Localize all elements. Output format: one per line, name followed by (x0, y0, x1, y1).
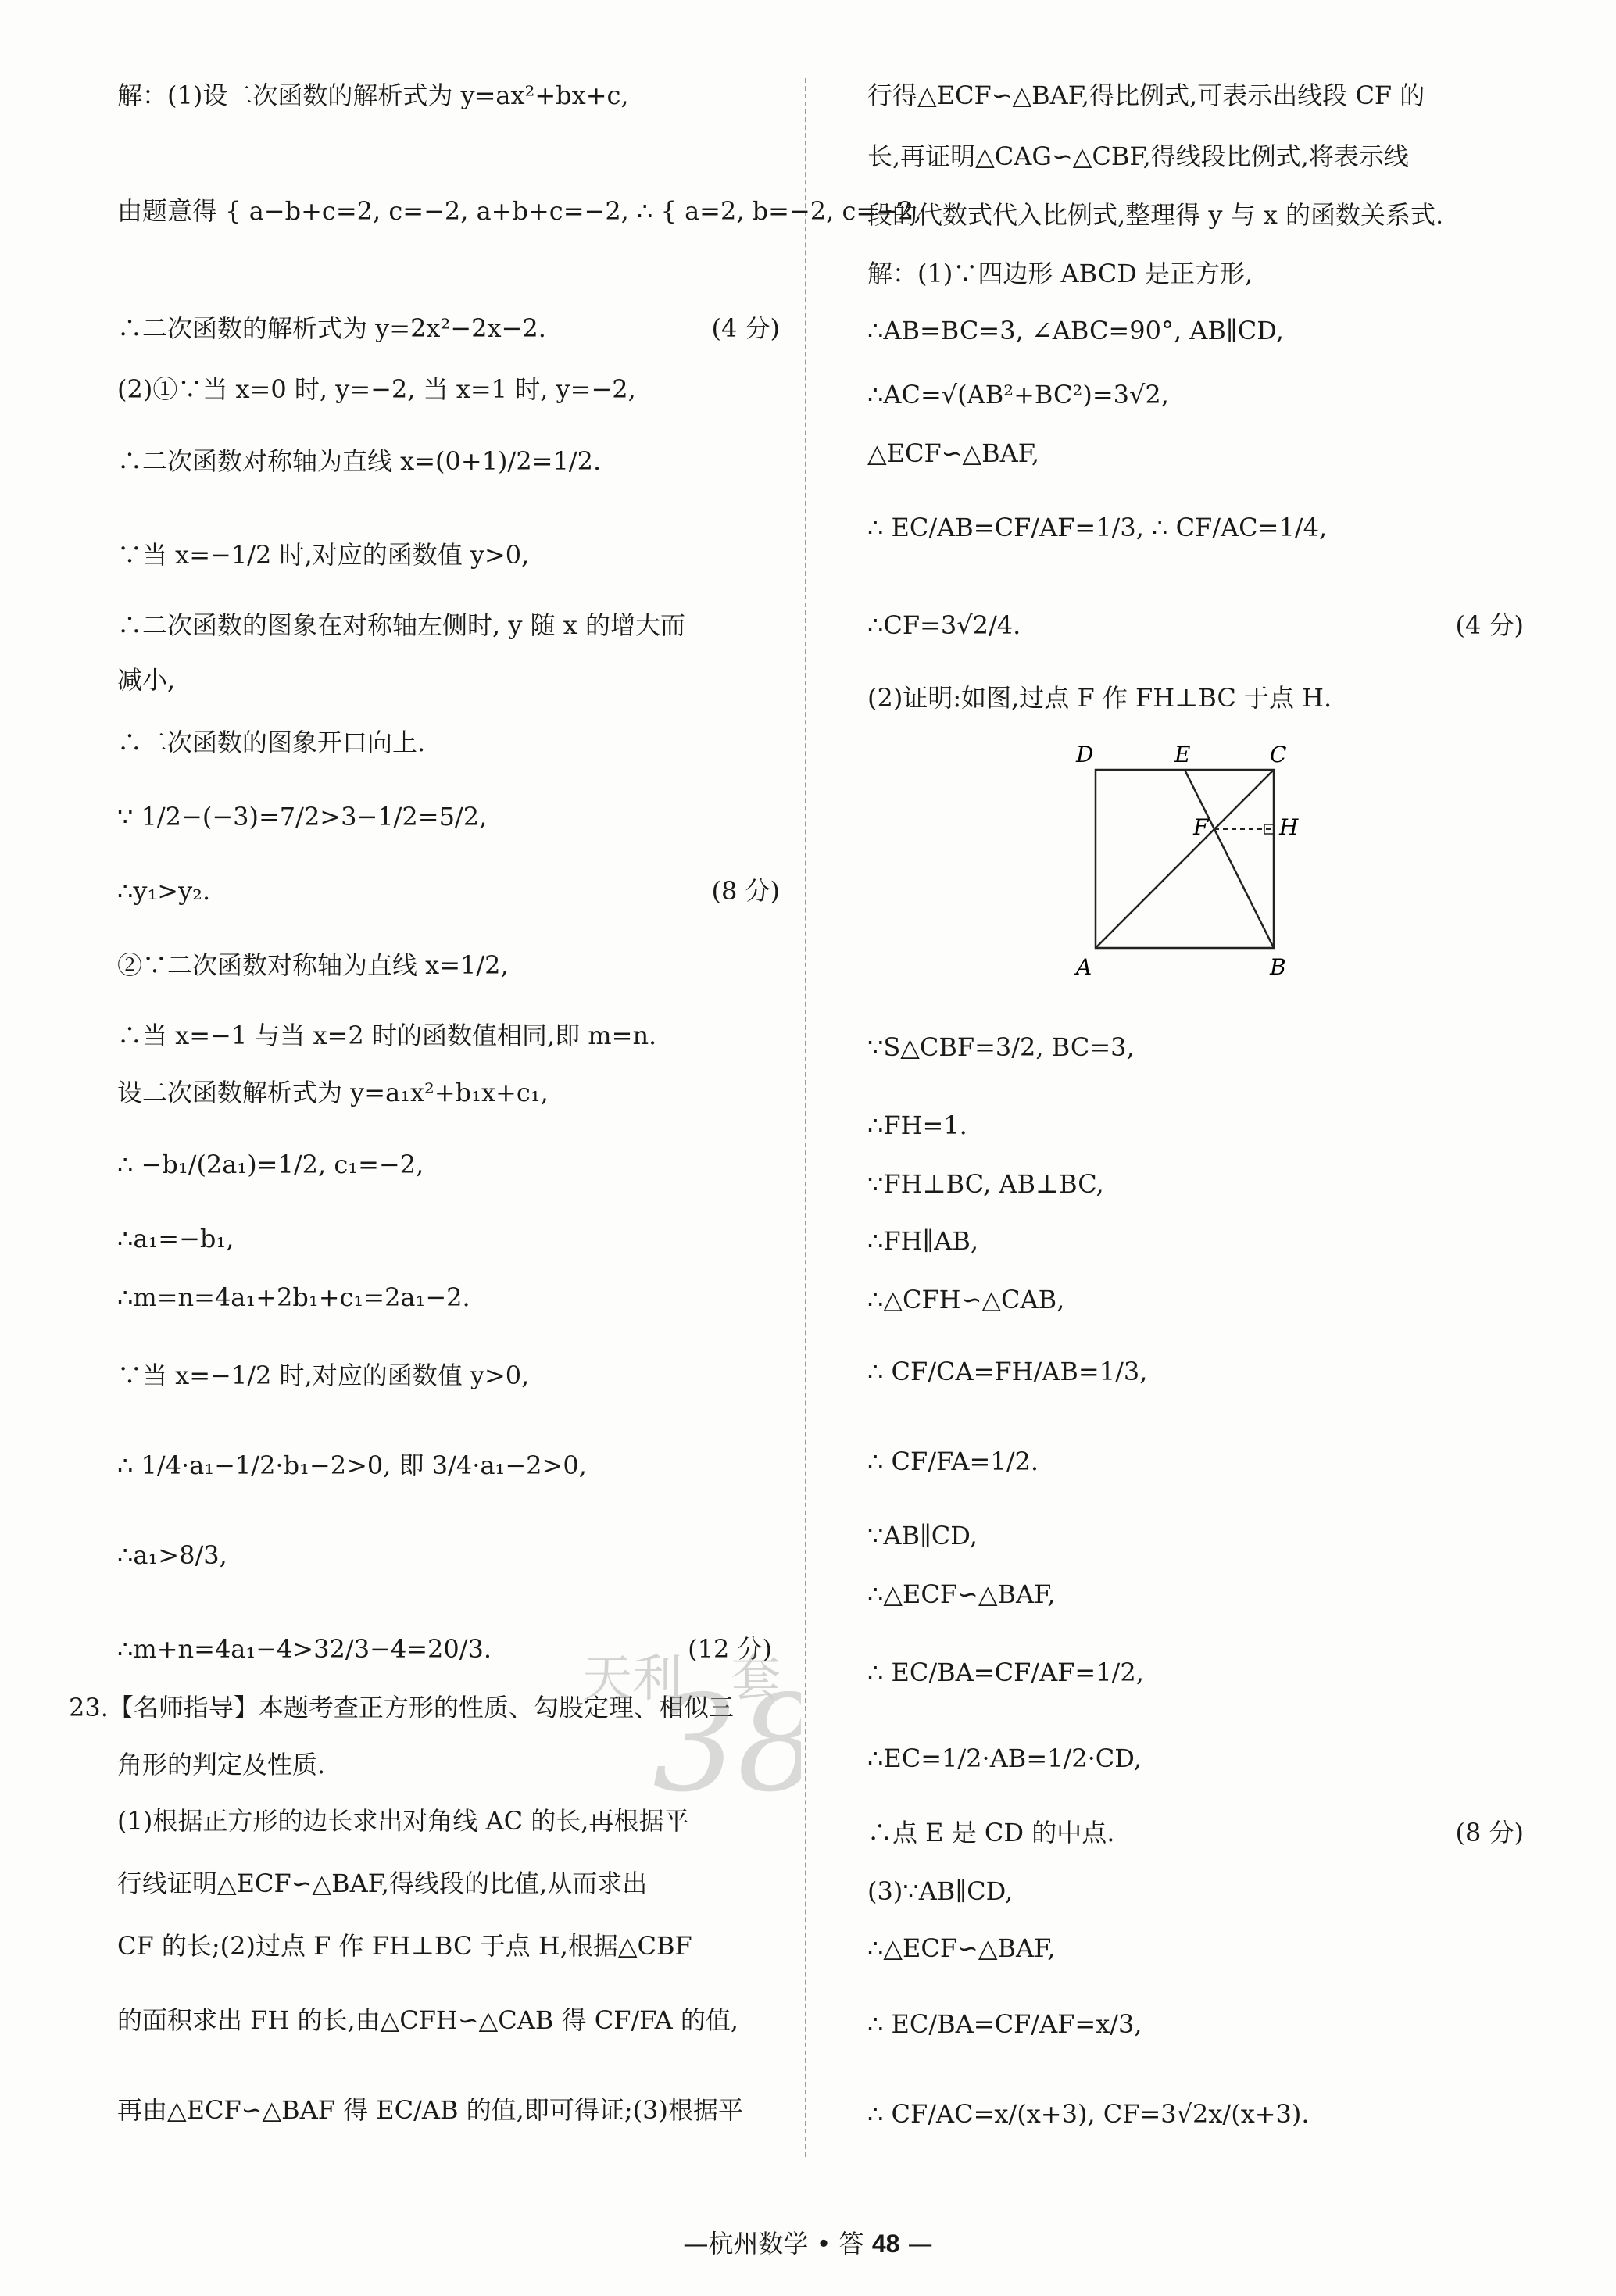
text-line: ∴二次函数的图象开口向上. (117, 728, 426, 757)
text-line: ∴ −b₁/(2a₁)=1/2, c₁=−2, (117, 1150, 424, 1179)
text-line: 长,再证明△CAG∽△CBF,得线段比例式,将表示线 (867, 141, 1409, 171)
label-b: B (1270, 954, 1286, 980)
watermark-logo (574, 1633, 801, 1836)
text-line: ∵当 x=−1/2 时,对应的函数值 y>0, (117, 1361, 530, 1390)
segment-eb (1185, 770, 1274, 948)
score-label: (4 分) (711, 313, 780, 343)
page-footer (0, 2224, 1616, 2260)
text-line: ∴△ECF∽△BAF, (867, 1579, 1056, 1609)
text-line: ∵S△CBF=3/2, BC=3, (867, 1032, 1135, 1062)
label-d: D (1076, 746, 1094, 767)
watermark-text: 天利 (582, 1650, 682, 1708)
text-line: (2)证明:如图,过点 F 作 FH⊥BC 于点 H. (867, 683, 1332, 713)
text-line: ∴当 x=−1 与当 x=2 时的函数值相同,即 m=n. (117, 1021, 657, 1050)
watermark-number: 3 (652, 1667, 738, 1822)
text-line: ∴二次函数对称轴为直线 x=(0+1)/2=1/2. (117, 446, 602, 476)
text-line: 解：(1)∵四边形 ABCD 是正方形, (867, 259, 1253, 288)
score-label: (4 分) (1455, 610, 1524, 640)
text-line: (2)①∵当 x=0 时, y=−2, 当 x=1 时, y=−2, (117, 374, 636, 404)
text-line: ∴EC=1/2·AB=1/2·CD, (867, 1743, 1142, 1773)
text-line: 减小, (117, 665, 176, 695)
footer-prefix: —杭州数学 • 答 (683, 2229, 872, 2258)
text-line: 角形的判定及性质. (117, 1750, 326, 1779)
text-line: ∴FH∥AB, (867, 1226, 979, 1256)
text-line: ∴ CF/CA=FH/AB=1/3, (867, 1357, 1148, 1386)
text-line: ∴二次函数的图象在对称轴左侧时, y 随 x 的增大而 (117, 610, 685, 640)
label-h: H (1279, 814, 1299, 840)
text-line: ∴点 E 是 CD 的中点. (867, 1818, 1115, 1847)
text-line: ∵AB∥CD, (867, 1521, 978, 1550)
text-line: ∴二次函数的解析式为 y=2x²−2x−2. (117, 313, 546, 343)
score-label: (8 分) (711, 876, 780, 906)
text-line: 行得△ECF∽△BAF,得比例式,可表示出线段 CF 的 (867, 80, 1425, 110)
text-line: CF 的长;(2)过点 F 作 FH⊥BC 于点 H,根据△CBF (117, 1931, 692, 1961)
text-line: ∵当 x=−1/2 时,对应的函数值 y>0, (117, 540, 530, 570)
text-line: ②∵二次函数对称轴为直线 x=1/2, (117, 950, 509, 980)
text-line: 行线证明△ECF∽△BAF,得线段的比值,从而求出 (117, 1869, 648, 1898)
section-heading: 23.【名师指导】本题考查正方形的性质、勾股定理、相似三 (69, 1693, 734, 1722)
square-figure (1074, 746, 1309, 1000)
text-line: (1)根据正方形的边长求出对角线 AC 的长,再根据平 (117, 1806, 689, 1836)
diagonal-ac (1096, 770, 1274, 948)
label-a: A (1076, 954, 1092, 980)
footer-suffix: — (899, 2229, 933, 2258)
text-line: ∵ 1/2−(−3)=7/2>3−1/2=5/2, (117, 802, 488, 831)
label-c: C (1270, 746, 1287, 767)
text-line: ∴AB=BC=3, ∠ABC=90°, AB∥CD, (867, 316, 1284, 345)
text-line: ∴m+n=4a₁−4>32/3−4=20/3. (117, 1634, 492, 1664)
text-line: ∴ CF/FA=1/2. (867, 1447, 1039, 1476)
text-line: (3)∵AB∥CD, (867, 1876, 1014, 1906)
text-line: ∴△ECF∽△BAF, (867, 1933, 1056, 1963)
text-line: 解：(1)设二次函数的解析式为 y=ax²+bx+c, (117, 80, 629, 110)
watermark-text: 套 (731, 1650, 781, 1708)
text-line: △ECF∽△BAF, (867, 438, 1040, 468)
label-f: F (1193, 814, 1209, 840)
page-number: 48 (871, 2230, 900, 2258)
text-line: 的面积求出 FH 的长,由△CFH∽△CAB 得 CF/FA 的值, (117, 2005, 739, 2035)
text-line: ∴ EC/BA=CF/AF=x/3, (867, 2009, 1142, 2039)
text-line: 由题意得 { a−b+c=2, c=−2, a+b+c=−2, ∴ { a=2, b=−2, c=−2, (117, 196, 922, 226)
text-line: ∴AC=√(AB²+BC²)=3√2, (867, 380, 1169, 409)
text-line: ∴CF=3√2/4. (867, 610, 1021, 640)
text-line: ∴ CF/AC=x/(x+3), CF=3√2x/(x+3). (867, 2099, 1310, 2129)
text-line: ∵FH⊥BC, AB⊥BC, (867, 1169, 1104, 1199)
text-line: 设二次函数解析式为 y=a₁x²+b₁x+c₁, (117, 1078, 549, 1107)
text-line: 段的代数式代入比例式,整理得 y 与 x 的函数关系式. (867, 200, 1444, 230)
text-line: ∴a₁>8/3, (117, 1540, 227, 1570)
text-line: ∴ 1/4·a₁−1/2·b₁−2>0, 即 3/4·a₁−2>0, (117, 1450, 587, 1480)
text-line: ∴ EC/BA=CF/AF=1/2, (867, 1658, 1144, 1687)
text-line: ∴m=n=4a₁+2b₁+c₁=2a₁−2. (117, 1282, 470, 1312)
score-label: (8 分) (1455, 1818, 1524, 1847)
text-line: 再由△ECF∽△BAF 得 EC/AB 的值,即可得证;(3)根据平 (117, 2095, 743, 2125)
label-e: E (1174, 746, 1191, 767)
text-line: ∴a₁=−b₁, (117, 1224, 234, 1254)
text-line: ∴y₁>y₂. (117, 876, 211, 906)
text-line: ∴ EC/AB=CF/AF=1/3, ∴ CF/AC=1/4, (867, 513, 1328, 542)
text-line: ∴FH=1. (867, 1110, 967, 1140)
text-line: ∴△CFH∽△CAB, (867, 1285, 1065, 1314)
score-label: (12 分) (688, 1634, 772, 1664)
column-divider (805, 78, 806, 2157)
